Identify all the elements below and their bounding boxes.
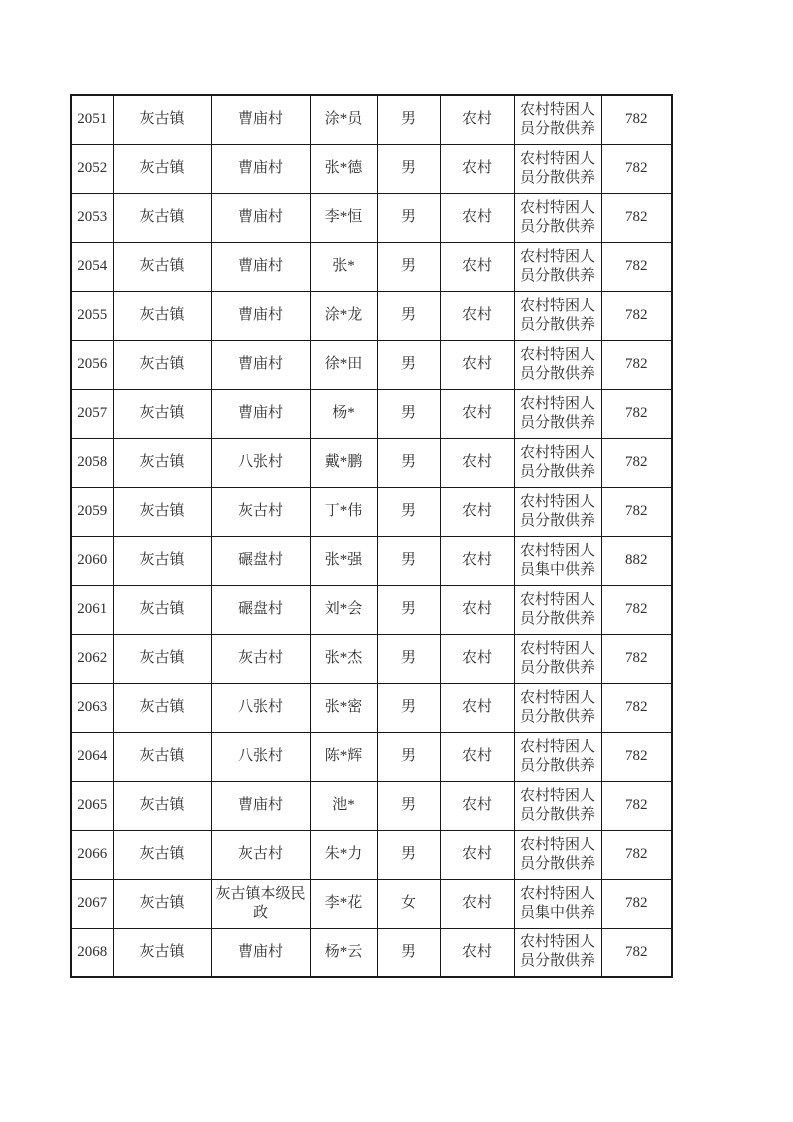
cell-name: 池* (310, 781, 377, 830)
cell-amount: 782 (601, 732, 672, 781)
cell-id: 2067 (71, 879, 113, 928)
cell-name: 李*恒 (310, 193, 377, 242)
cell-id: 2065 (71, 781, 113, 830)
table-row (71, 585, 672, 634)
cell-id: 2059 (71, 487, 113, 536)
cell-id: 2052 (71, 144, 113, 193)
cell-village: 八张村 (211, 683, 310, 732)
table-row (71, 438, 672, 487)
cell-amount: 782 (601, 242, 672, 291)
table-row (71, 536, 672, 585)
cell-gender: 男 (377, 193, 440, 242)
cell-name: 涂*员 (310, 95, 377, 144)
cell-id: 2056 (71, 340, 113, 389)
cell-village: 灰古村 (211, 830, 310, 879)
cell-town: 灰古镇 (113, 536, 211, 585)
table-row (71, 487, 672, 536)
cell-category: 农村 (440, 340, 514, 389)
cell-category: 农村 (440, 144, 514, 193)
cell-village: 八张村 (211, 438, 310, 487)
cell-town: 灰古镇 (113, 879, 211, 928)
cell-gender: 男 (377, 487, 440, 536)
cell-id: 2063 (71, 683, 113, 732)
table-row (71, 928, 672, 977)
cell-village: 曹庙村 (211, 291, 310, 340)
cell-village: 曹庙村 (211, 928, 310, 977)
cell-category: 农村 (440, 193, 514, 242)
cell-gender: 男 (377, 928, 440, 977)
cell-support-type: 农村特困人员集中供养 (514, 536, 601, 585)
table-row (71, 879, 672, 928)
cell-name: 徐*田 (310, 340, 377, 389)
cell-category: 农村 (440, 585, 514, 634)
cell-name: 张*密 (310, 683, 377, 732)
cell-village: 碾盘村 (211, 585, 310, 634)
cell-town: 灰古镇 (113, 781, 211, 830)
cell-town: 灰古镇 (113, 928, 211, 977)
cell-category: 农村 (440, 928, 514, 977)
cell-id: 2058 (71, 438, 113, 487)
cell-town: 灰古镇 (113, 634, 211, 683)
cell-town: 灰古镇 (113, 193, 211, 242)
cell-id: 2053 (71, 193, 113, 242)
table-row (71, 340, 672, 389)
cell-id: 2068 (71, 928, 113, 977)
cell-id: 2064 (71, 732, 113, 781)
table-row (71, 781, 672, 830)
cell-support-type: 农村特困人员集中供养 (514, 879, 601, 928)
cell-village: 曹庙村 (211, 144, 310, 193)
table-row (71, 242, 672, 291)
cell-name: 刘*会 (310, 585, 377, 634)
cell-village: 曹庙村 (211, 193, 310, 242)
cell-amount: 782 (601, 634, 672, 683)
cell-village: 曹庙村 (211, 389, 310, 438)
cell-category: 农村 (440, 781, 514, 830)
cell-amount: 782 (601, 928, 672, 977)
cell-amount: 782 (601, 291, 672, 340)
cell-village: 八张村 (211, 732, 310, 781)
cell-gender: 男 (377, 585, 440, 634)
cell-town: 灰古镇 (113, 242, 211, 291)
benefit-table (70, 94, 673, 978)
cell-village: 碾盘村 (211, 536, 310, 585)
cell-name: 丁*伟 (310, 487, 377, 536)
table-row (71, 95, 672, 144)
cell-village: 灰古村 (211, 634, 310, 683)
benefit-table-body (71, 95, 672, 977)
cell-support-type: 农村特困人员分散供养 (514, 683, 601, 732)
cell-gender: 男 (377, 291, 440, 340)
cell-category: 农村 (440, 732, 514, 781)
cell-village: 曹庙村 (211, 340, 310, 389)
cell-support-type: 农村特困人员分散供养 (514, 389, 601, 438)
cell-village: 曹庙村 (211, 242, 310, 291)
cell-town: 灰古镇 (113, 830, 211, 879)
cell-amount: 782 (601, 830, 672, 879)
cell-amount: 782 (601, 683, 672, 732)
cell-id: 2055 (71, 291, 113, 340)
cell-amount: 782 (601, 95, 672, 144)
cell-amount: 782 (601, 193, 672, 242)
cell-category: 农村 (440, 830, 514, 879)
cell-gender: 男 (377, 732, 440, 781)
cell-amount: 782 (601, 585, 672, 634)
cell-gender: 男 (377, 438, 440, 487)
cell-name: 张*强 (310, 536, 377, 585)
table-row (71, 683, 672, 732)
cell-category: 农村 (440, 487, 514, 536)
cell-support-type: 农村特困人员分散供养 (514, 144, 601, 193)
cell-village: 灰古镇本级民政 (211, 879, 310, 928)
cell-name: 张* (310, 242, 377, 291)
cell-id: 2066 (71, 830, 113, 879)
cell-village: 曹庙村 (211, 95, 310, 144)
cell-name: 李*花 (310, 879, 377, 928)
cell-category: 农村 (440, 536, 514, 585)
table-row (71, 830, 672, 879)
cell-support-type: 农村特困人员分散供养 (514, 830, 601, 879)
table-row (71, 193, 672, 242)
cell-amount: 782 (601, 144, 672, 193)
cell-support-type: 农村特困人员分散供养 (514, 340, 601, 389)
cell-town: 灰古镇 (113, 732, 211, 781)
cell-support-type: 农村特困人员分散供养 (514, 438, 601, 487)
cell-id: 2057 (71, 389, 113, 438)
cell-gender: 男 (377, 536, 440, 585)
cell-support-type: 农村特困人员分散供养 (514, 242, 601, 291)
cell-gender: 男 (377, 242, 440, 291)
cell-name: 张*德 (310, 144, 377, 193)
cell-id: 2051 (71, 95, 113, 144)
cell-gender: 男 (377, 144, 440, 193)
cell-amount: 782 (601, 389, 672, 438)
cell-town: 灰古镇 (113, 291, 211, 340)
cell-gender: 男 (377, 830, 440, 879)
cell-name: 张*杰 (310, 634, 377, 683)
cell-gender: 男 (377, 389, 440, 438)
cell-village: 曹庙村 (211, 781, 310, 830)
cell-town: 灰古镇 (113, 585, 211, 634)
cell-amount: 882 (601, 536, 672, 585)
cell-id: 2061 (71, 585, 113, 634)
cell-town: 灰古镇 (113, 683, 211, 732)
cell-gender: 男 (377, 683, 440, 732)
cell-category: 农村 (440, 291, 514, 340)
cell-gender: 男 (377, 95, 440, 144)
cell-gender: 男 (377, 340, 440, 389)
cell-category: 农村 (440, 95, 514, 144)
cell-gender: 女 (377, 879, 440, 928)
cell-town: 灰古镇 (113, 438, 211, 487)
cell-id: 2060 (71, 536, 113, 585)
cell-town: 灰古镇 (113, 389, 211, 438)
cell-amount: 782 (601, 340, 672, 389)
cell-category: 农村 (440, 879, 514, 928)
cell-name: 朱*力 (310, 830, 377, 879)
cell-amount: 782 (601, 438, 672, 487)
cell-gender: 男 (377, 634, 440, 683)
cell-id: 2062 (71, 634, 113, 683)
table-row (71, 144, 672, 193)
cell-support-type: 农村特困人员分散供养 (514, 585, 601, 634)
cell-name: 涂*龙 (310, 291, 377, 340)
cell-category: 农村 (440, 242, 514, 291)
table-row (71, 732, 672, 781)
cell-support-type: 农村特困人员分散供养 (514, 487, 601, 536)
cell-category: 农村 (440, 438, 514, 487)
cell-town: 灰古镇 (113, 487, 211, 536)
table-row (71, 389, 672, 438)
cell-id: 2054 (71, 242, 113, 291)
cell-gender: 男 (377, 781, 440, 830)
cell-name: 杨* (310, 389, 377, 438)
cell-amount: 782 (601, 879, 672, 928)
cell-support-type: 农村特困人员分散供养 (514, 193, 601, 242)
table-row (71, 291, 672, 340)
cell-town: 灰古镇 (113, 340, 211, 389)
cell-support-type: 农村特困人员分散供养 (514, 781, 601, 830)
cell-name: 杨*云 (310, 928, 377, 977)
cell-village: 灰古村 (211, 487, 310, 536)
cell-town: 灰古镇 (113, 95, 211, 144)
table-row (71, 634, 672, 683)
cell-name: 陈*辉 (310, 732, 377, 781)
cell-category: 农村 (440, 634, 514, 683)
cell-support-type: 农村特困人员分散供养 (514, 634, 601, 683)
cell-support-type: 农村特困人员分散供养 (514, 95, 601, 144)
cell-support-type: 农村特困人员分散供养 (514, 732, 601, 781)
cell-support-type: 农村特困人员分散供养 (514, 291, 601, 340)
cell-amount: 782 (601, 487, 672, 536)
cell-amount: 782 (601, 781, 672, 830)
cell-category: 农村 (440, 683, 514, 732)
cell-support-type: 农村特困人员分散供养 (514, 928, 601, 977)
cell-name: 戴*鹏 (310, 438, 377, 487)
cell-category: 农村 (440, 389, 514, 438)
cell-town: 灰古镇 (113, 144, 211, 193)
